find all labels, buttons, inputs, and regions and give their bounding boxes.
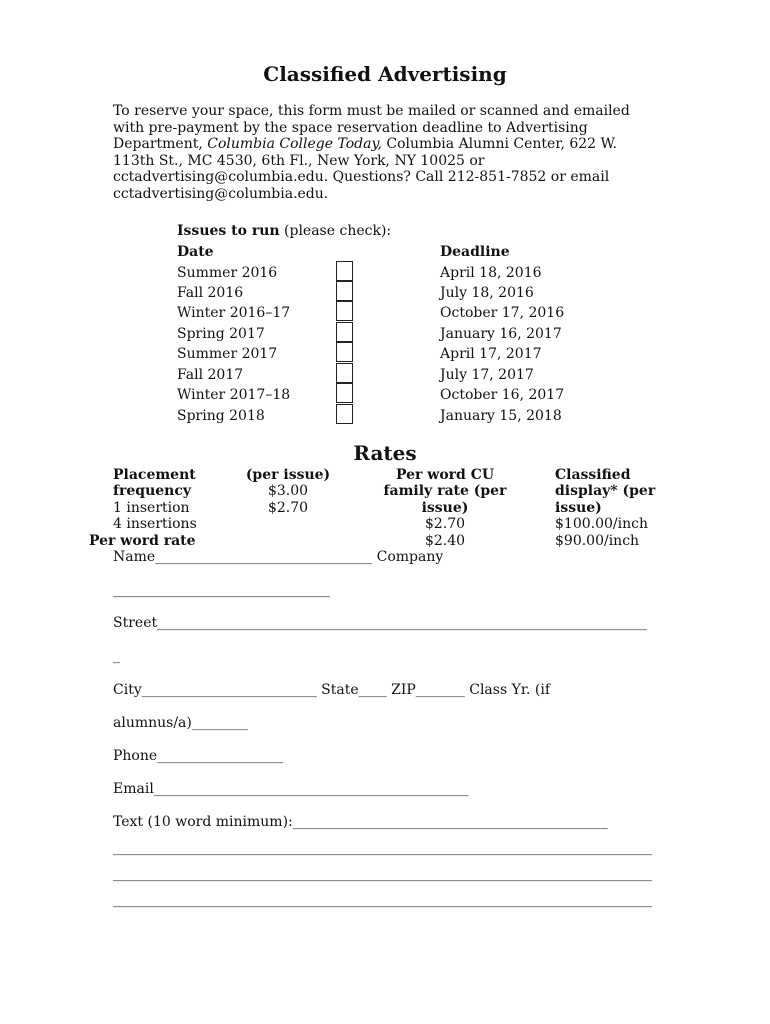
- ad-text-line[interactable]: _____________________________________________________________________________: [113, 840, 652, 856]
- issue-date: Spring 2017: [177, 326, 265, 342]
- intro-text-start: To reserve your space, this form must be mailed or scanned and emailed with pre-payment by the space reservation deadline to Advertising Department,: [113, 103, 630, 152]
- rates-col1-row3: Per word rate: [89, 533, 196, 549]
- issue-date: Fall 2017: [177, 367, 244, 383]
- rates-col3-row2: $2.40: [424, 533, 466, 549]
- rates-col3-header-line2: family rate (per: [383, 483, 507, 499]
- intro-publication-name: Columbia College Today,: [207, 136, 382, 152]
- issue-deadline: July 17, 2017: [440, 367, 534, 383]
- issue-deadline: July 18, 2016: [440, 285, 534, 301]
- rates-col1-header-line1: Placement: [113, 467, 196, 483]
- ad-text-line[interactable]: _____________________________________________________________________________: [113, 892, 652, 908]
- issue-date: Winter 2016–17: [177, 305, 291, 321]
- issue-checkbox[interactable]: [336, 322, 353, 342]
- issue-deadline: October 16, 2017: [440, 387, 565, 403]
- rates-col3-header-line3: issue): [421, 500, 469, 516]
- issue-deadline: April 17, 2017: [440, 346, 542, 362]
- issue-date: Winter 2017–18: [177, 387, 291, 403]
- ad-text-field[interactable]: Text (10 word minimum):_____________________________________________: [113, 814, 608, 830]
- rates-col1-header-line2: frequency: [113, 483, 192, 499]
- intro-paragraph: [113, 103, 653, 202]
- issue-date: Fall 2016: [177, 285, 244, 301]
- issues-heading-bold: Issues to run: [177, 223, 280, 239]
- issue-checkbox[interactable]: [336, 301, 353, 321]
- issue-checkbox[interactable]: [336, 261, 353, 281]
- intro-text-end: Columbia Alumni Center, 622 W. 113th St., MC 4530, 6th Fl., New York, NY 10025 or cctadvertising@columbia.edu. Questions? Call 212-851-7852 or email cctadvertising@columbia.edu.: [113, 136, 617, 202]
- phone-field[interactable]: Phone__________________: [113, 748, 284, 764]
- issue-checkbox[interactable]: [336, 404, 353, 424]
- issue-checkbox[interactable]: [336, 363, 353, 383]
- rates-col2-row2: $2.70: [267, 500, 309, 516]
- rates-col3-row1: $2.70: [424, 516, 466, 532]
- city-state-zip-field[interactable]: City_________________________ State____ ZIP_______ Class Yr. (if: [113, 682, 551, 698]
- class-year-field[interactable]: alumnus/a)________: [113, 715, 248, 731]
- rates-col2-row1: $3.00: [267, 483, 309, 499]
- deadline-column-header: Deadline: [440, 244, 510, 260]
- issue-deadline: April 18, 2016: [440, 265, 542, 281]
- rates-col1-row2: 4 insertions: [113, 516, 197, 532]
- issue-date: Spring 2018: [177, 408, 265, 424]
- issue-deadline: January 15, 2018: [440, 408, 562, 424]
- rates-col1-row1: 1 insertion: [113, 500, 190, 516]
- date-column-header: Date: [177, 244, 214, 260]
- rates-col4-row2: $90.00/inch: [555, 533, 640, 549]
- rates-col4-row1: $100.00/inch: [555, 516, 648, 532]
- issue-checkbox[interactable]: [336, 383, 353, 403]
- ad-text-line[interactable]: _____________________________________________________________________________: [113, 866, 652, 882]
- rates-col4-header-line1: Classified: [555, 467, 631, 483]
- rates-col2-header: (per issue): [245, 467, 331, 483]
- rates-col3-header-line1: Per word CU: [395, 467, 495, 483]
- issue-checkbox[interactable]: [336, 342, 353, 362]
- rates-title: Rates: [353, 441, 417, 465]
- rates-col4-header-line2: display* (per: [555, 483, 656, 499]
- issue-deadline: October 17, 2016: [440, 305, 565, 321]
- company-field[interactable]: _______________________________: [113, 582, 330, 598]
- street-field-continuation: _: [113, 648, 120, 664]
- issue-deadline: January 16, 2017: [440, 326, 562, 342]
- issue-checkbox[interactable]: [336, 281, 353, 301]
- issues-heading: [177, 223, 391, 239]
- street-field[interactable]: Street______________________________________________________________________: [113, 615, 648, 631]
- rates-col4-header-line3: issue): [555, 500, 602, 516]
- issue-date: Summer 2016: [177, 265, 278, 281]
- email-field[interactable]: Email_____________________________________________: [113, 781, 469, 797]
- issue-date: Summer 2017: [177, 346, 278, 362]
- name-company-field[interactable]: Name_______________________________ Company: [113, 549, 444, 565]
- issues-heading-rest: (please check):: [279, 223, 392, 239]
- page-title: Classified Advertising: [263, 62, 507, 86]
